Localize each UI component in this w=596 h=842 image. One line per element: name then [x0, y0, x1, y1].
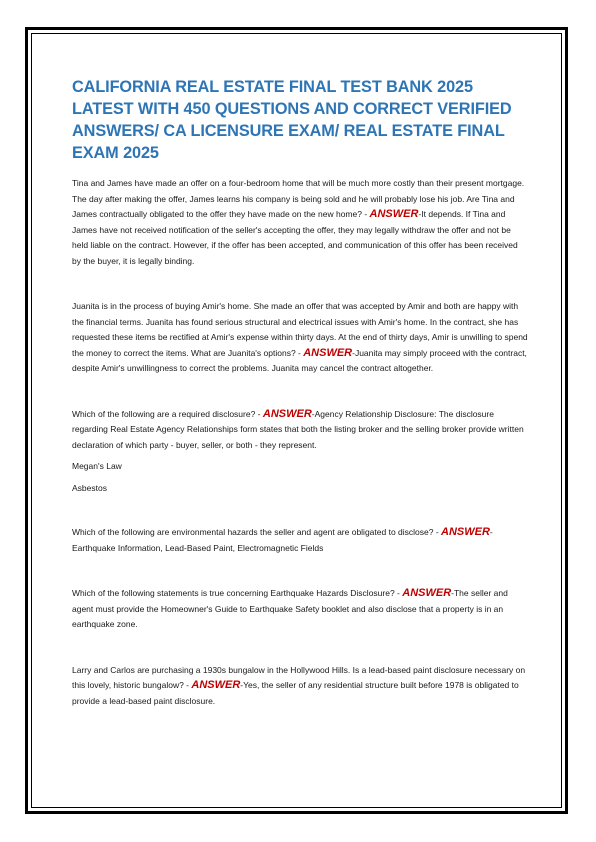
answer-text: -Juanita may simply proceed with the contract, despite Amir's unwillingness to correct the problems. Juanita may cancel the contract altogether. — [72, 347, 527, 373]
question-text: Larry and Carlos are purchasing a 1930s bungalow in the Hollywood Hills. Is a lead-based paint disclosure necessary on this lovely, historic bungalow? - — [72, 664, 526, 690]
answer-text: -Earthquake Information, Lead-Based Paint, Electromagnetic Fields — [72, 527, 493, 553]
qa-item-1 — [72, 176, 528, 269]
extra-line-asbestos: Asbestos — [72, 482, 107, 493]
answer-label: ANSWER — [369, 208, 419, 220]
qa-item-6 — [72, 663, 528, 710]
qa-item-3 — [72, 407, 528, 454]
answer-text: -It depends. If Tina and James have not received notification of the seller's accepting the offer, they may legally withdraw the offer and not be held liable on the contract. However, if the offer has been accepted, and communication of this offer has been received by the buyer, it is legally binding. — [72, 209, 518, 266]
question-text: Tina and James have made an offer on a four-bedroom home that will be much more costly than their present mortgage. The day after making the offer, James learns his company is being sold and he will probably lose his job. Are Tina and James contractually obligated to the offer they have made on the new home? - — [72, 178, 525, 219]
document-title: CALIFORNIA REAL ESTATE FINAL TEST BANK 2025 LATEST WITH 450 QUESTIONS AND CORRECT VERIFIED ANSWERS/ CA LICENSURE EXAM/ REAL ESTATE FINAL EXAM 2025 — [72, 78, 512, 162]
question-text: Which of the following are environmental hazards the seller and agent are obligated to disclose? - — [72, 527, 442, 537]
document-body — [72, 76, 528, 709]
extra-line-megans-law: Megan's Law — [72, 461, 122, 471]
question-text: Juanita is in the process of buying Amir's home. She made an offer that was accepted by Amir and both are happy with the financial terms. Juanita has found serious structural and electrical issues with Amir's home. In the contract, she has requested these items be rectified at Amir's expense within thirty days. At the end of thirty days, Amir is unwilling to spend the money to correct the items. What are Juanita's options? - — [72, 301, 528, 358]
answer-label: ANSWER — [262, 407, 312, 420]
answer-text: -Agency Relationship Disclosure: The disclosure regarding Real Estate Agency Relationships form states that both the listing broker and the selling broker provide written declaration of which party - buyer, seller, or both - they represent. — [72, 408, 524, 450]
answer-label: ANSWER — [191, 679, 241, 691]
answer-text: -The seller and agent must provide the Homeowner's Guide to Earthquake Safety booklet and also disclose that a property is in an earthquake zone. — [72, 588, 508, 629]
question-text: Which of the following are a required disclosure? - — [72, 408, 263, 419]
qa-item-2 — [72, 299, 528, 377]
answer-label: ANSWER — [303, 346, 353, 359]
answer-label: ANSWER — [402, 587, 452, 599]
answer-text: -Yes, the seller of any residential structure built before 1978 is obligated to provide a lead-based paint disclosure. — [72, 680, 519, 706]
answer-label: ANSWER — [441, 526, 490, 538]
qa-item-4 — [72, 525, 528, 556]
question-text: Which of the following statements is true concerning Earthquake Hazards Disclosure? - — [72, 588, 403, 598]
qa-item-5 — [72, 586, 528, 633]
